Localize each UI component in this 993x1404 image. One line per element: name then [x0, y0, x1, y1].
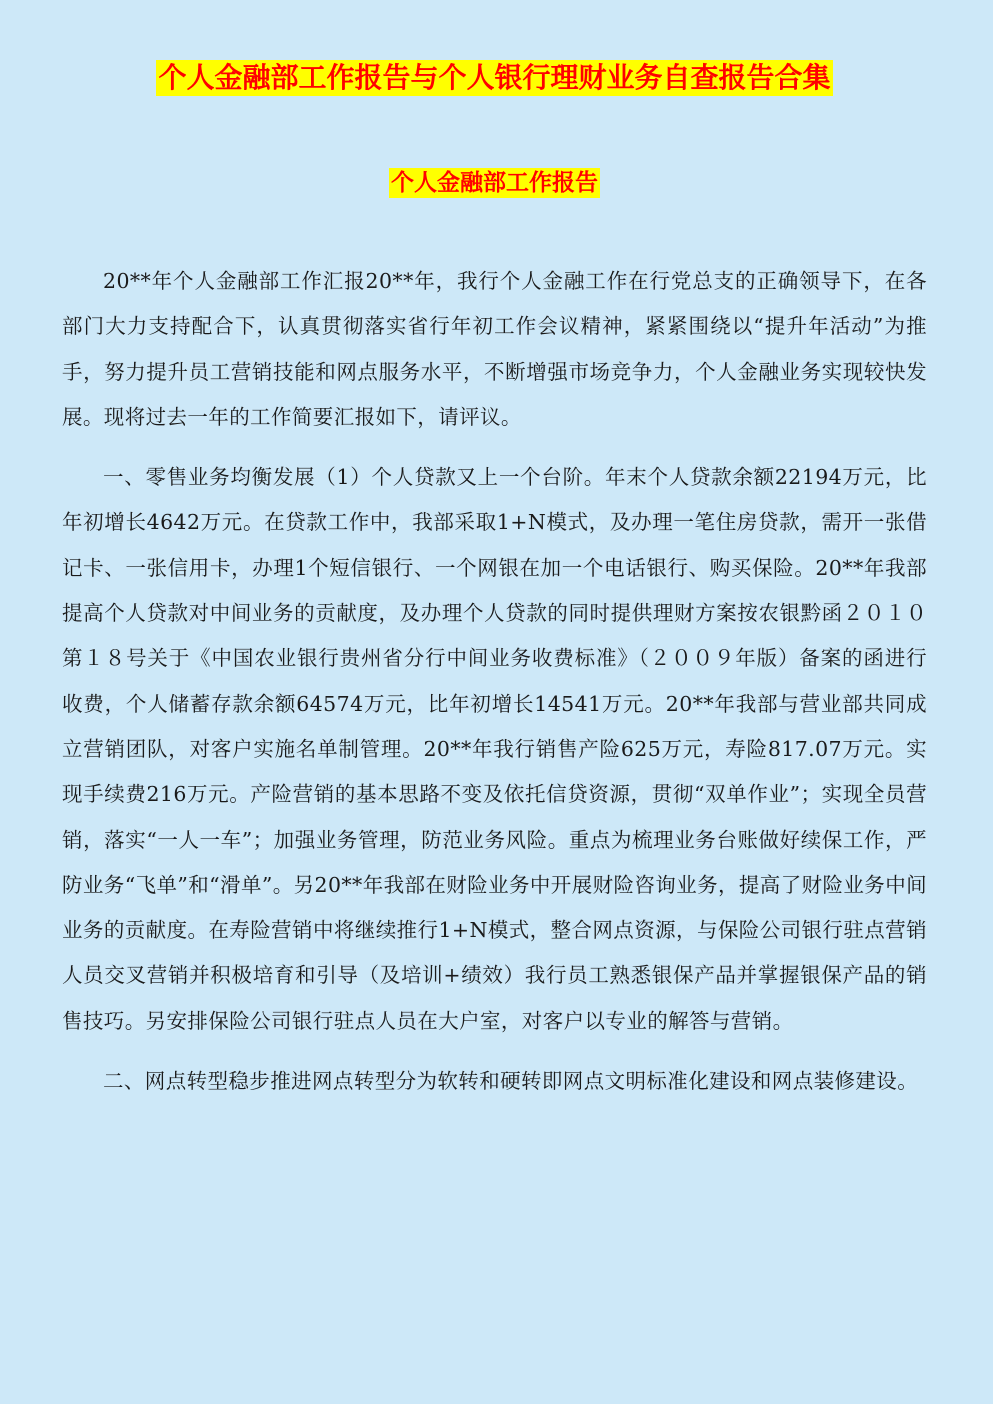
paragraph-branch-transformation: 二、网点转型稳步推进网点转型分为软转和硬转即网点文明标准化建设和网点装修建设。: [103, 1069, 919, 1094]
section-title: 个人金融部工作报告: [391, 170, 598, 196]
document-body: [62, 259, 927, 1104]
paragraph-intro: 20**年个人金融部工作汇报20**年，我行个人金融工作在行党总支的正确领导下，在各部门大力支持配合下，认真贯彻落实省行年初工作会议精神，紧紧围绕以“提升年活动”为推手，努力提升员工营销技能和网点服务水平，不断增强市场竞争力，个人金融业务实现较快发展。现将过去一年的工作简要汇报如下，请评议。: [62, 269, 927, 429]
sub-title-container: [62, 168, 927, 204]
main-title-container: [62, 60, 927, 100]
paragraph-retail-business: 一、零售业务均衡发展（1）个人贷款又上一个台阶。年末个人贷款余额22194万元，比年初增长4642万元。在贷款工作中，我部采取1+N模式，及办理一笔住房贷款，需开一张借记卡、一张信用卡，办理1个短信银行、一个网银在加一个电话银行、购买保险。20**年我部提高个人贷款对中间业务的贡献度，及办理个人贷款的同时提供理财方案按农银黔函２０１０第１８号关于《中国农业银行贵州省分行中间业务收费标准》（２００９年版）备案的函进行收费，个人储蓄存款余额64574万元，比年初增长14541万元。20**年我部与营业部共同成立营销团队，对客户实施名单制管理。20**年我行销售产险625万元，寿险817.07万元。实现手续费216万元。产险营销的基本思路不变及依托信贷资源，贯彻“双单作业”；实现全员营销，落实“一人一车”；加强业务管理，防范业务风险。重点为梳理业务台账做好续保工作，严防业务“飞单”和“滑单”。另20**年我部在财险业务中开展财险咨询业务，提高了财险业务中间业务的贡献度。在寿险营销中将继续推行1+N模式，整合网点资源，与保险公司银行驻点营销人员交叉营销并积极培育和引导（及培训+绩效）我行员工熟悉银保产品并掌握银保产品的销售技巧。另安排保险公司银行驻点人员在大户室，对客户以专业的解答与营销。: [62, 465, 928, 1033]
main-title: 个人金融部工作报告与个人银行理财业务自查报告合集: [158, 61, 831, 94]
